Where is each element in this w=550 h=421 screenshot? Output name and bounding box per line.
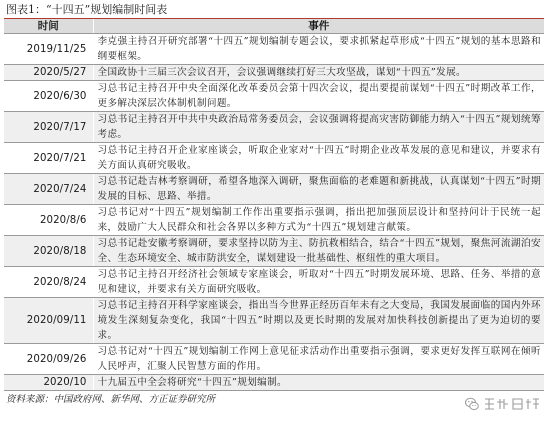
row-event: 习总书记赴吉林考察调研，希望各地深入调研，聚焦面临的老难题和新挑战，认真谋划“十四五”时期发展的目标、思路、举措。 (93, 174, 544, 205)
row-date: 2020/7/17 (4, 112, 93, 143)
row-event: 全国政协十三届三次会议召开，会议强调继续打好三大攻坚战，谋划“十四五”发展。 (93, 65, 544, 81)
table-row (4, 34, 544, 65)
row-date: 2020/8/18 (4, 236, 93, 267)
row-date: 2020/5/27 (4, 65, 93, 81)
table-row (4, 143, 544, 174)
row-event: 习总书记对“十四五”规划编制工作作出重要指示强调，指出把加强顶层设计和坚持问计于民统一起来，鼓励广大人民群众和社会各界以多种方式为“十四五”规划建言献策。 (93, 205, 544, 236)
table-row (4, 81, 544, 112)
row-date: 2019/11/25 (4, 34, 93, 65)
timeline-table (4, 19, 544, 391)
watermark-wordmark (482, 397, 542, 411)
row-event: 习总书记主持召开中共中央政治局常务委员会，会议强调将提高灾害防御能力纳入“十四五”规划统筹考虑。 (93, 112, 544, 143)
wechat-logo-icon (465, 397, 479, 411)
table-row (4, 112, 544, 143)
row-event: 习总书记赴安徽考察调研，要求坚持以防为主、防抗救相结合，结合“十四五”规划，聚焦河流湖泊安全、生态环境安全、城市防洪安全，谋划建设一批基础性、枢纽性的重大项目。 (93, 236, 544, 267)
row-event: 习总书记主持召开中央全面深化改革委员会第十四次会议，提出要提前谋划“十四五”时期改革工作，更多解决深层次体制机制问题。 (93, 81, 544, 112)
row-event: 习总书记对“十四五”规划编制工作网上意见征求活动作出重要指示强调，要求更好发挥互联网在倾听人民呼声，汇聚人民智慧方面的作用。 (93, 344, 544, 375)
row-date: 2020/7/21 (4, 143, 93, 174)
row-date: 2020/10 (4, 375, 93, 391)
row-date: 2020/7/24 (4, 174, 93, 205)
timeline-table-figure (4, 3, 544, 406)
row-event: 习总书记主持召开经济社会领域专家座谈会，听取对“十四五”时期发展环境、思路、任务、举措的意见和建议，并要求有关方面研究吸收。 (93, 267, 544, 298)
row-date: 2020/09/11 (4, 298, 93, 344)
table-row (4, 205, 544, 236)
table-row (4, 65, 544, 81)
source-note: 资料来源：中国政府网、新华网、方正证券研究所 (6, 394, 216, 405)
table-row (4, 344, 544, 375)
table-row (4, 174, 544, 205)
table-header-row (4, 19, 544, 34)
header-event: 事件 (93, 19, 544, 34)
table-row (4, 267, 544, 298)
table-row (4, 375, 544, 391)
row-date: 2020/09/26 (4, 344, 93, 375)
row-date: 2020/6/30 (4, 81, 93, 112)
table-row (4, 298, 544, 344)
table-caption: 图表1：“十四五”规划编制时间表 (6, 3, 168, 16)
row-event: 十九届五中全会将研究“十四五”规划编制。 (93, 375, 544, 391)
row-event: 习总书记主持召开企业家座谈会，听取企业家对“十四五”时期企业改革发展的意见和建议，并要求有关方面认真研究吸收。 (93, 143, 544, 174)
row-date: 2020/8/6 (4, 205, 93, 236)
watermark (422, 395, 542, 413)
header-date: 时间 (4, 19, 93, 34)
row-event: 李克强主持召开研究部署“十四五”规划编制专题会议，要求抓紧起草形成“十四五”规划的基本思路和纲要框架。 (93, 34, 544, 65)
row-event: 习总书记主持召开科学家座谈会，指出当今世界正经历百年未有之大变局，我国发展面临的国内外环境发生深刻复杂变化，我国“十四五”时期以及更长时期的发展对加快科技创新提出了更为迫切的要求。 (93, 298, 544, 344)
row-date: 2020/8/24 (4, 267, 93, 298)
table-row (4, 236, 544, 267)
